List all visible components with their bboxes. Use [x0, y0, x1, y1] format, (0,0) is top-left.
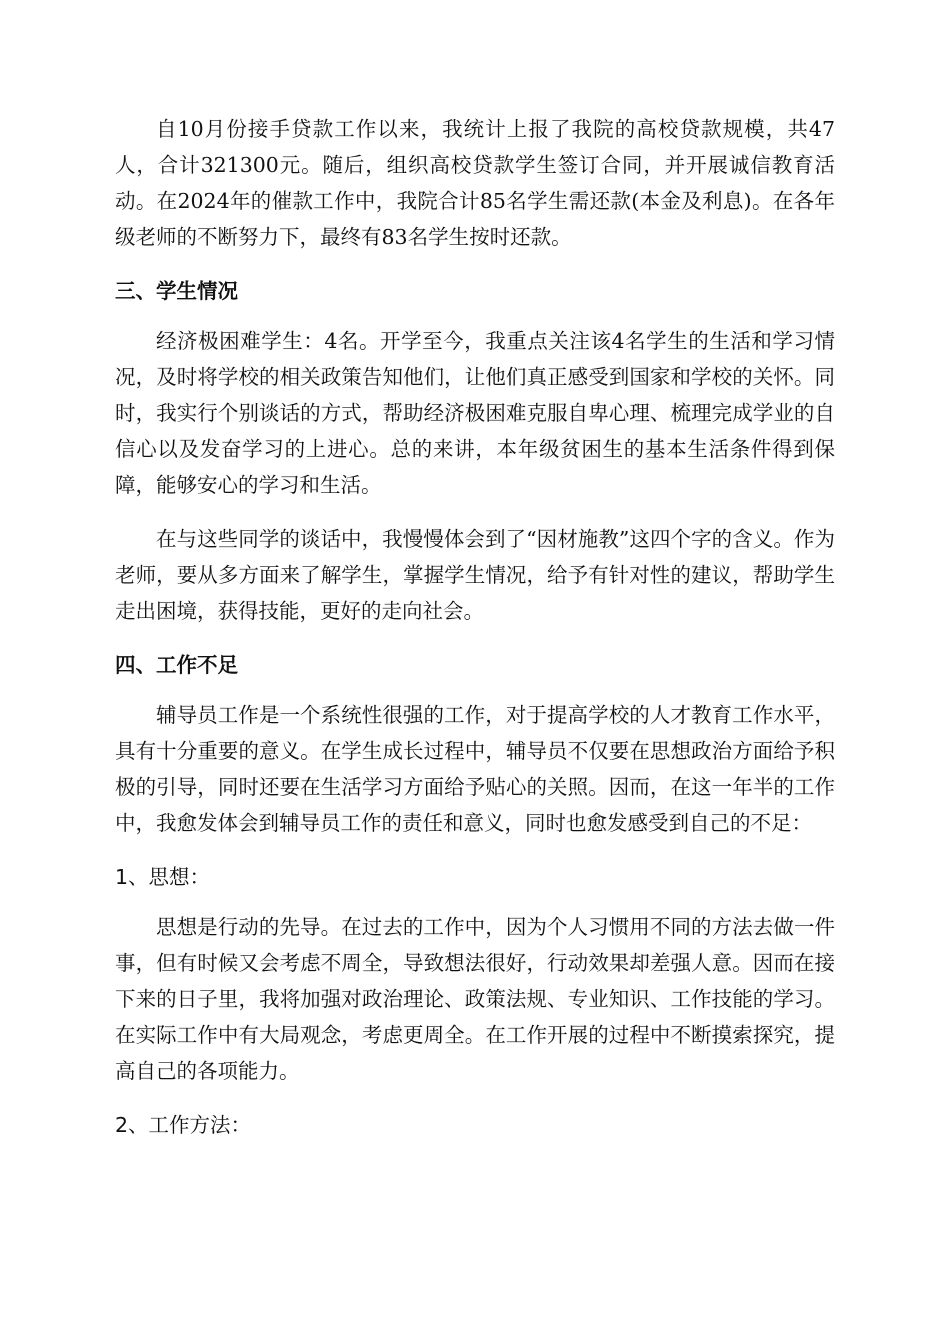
subheading-work-method: 2、工作方法： — [115, 1113, 252, 1137]
paragraph-teaching-reflection: 在与这些同学的谈话中，我慢慢体会到了“因材施教”这四个字的含义。作为老师，要从多方面来了解学生，掌握学生情况，给予有针对性的建议，帮助学生走出困境，获得技能，更好的走向社会。 — [115, 527, 835, 623]
spacer — [115, 1089, 835, 1107]
spacer — [115, 629, 835, 647]
section-heading-shortcomings: 四、工作不足 — [115, 653, 238, 677]
spacer — [115, 683, 835, 697]
section-heading-student-situation: 三、学生情况 — [115, 279, 238, 303]
paragraph-loan-work: 自10月份接手贷款工作以来，我统计上报了我院的高校贷款规模，共47人，合计321300元。随后，组织高校贷款学生签订合同，并开展诚信教育活动。在2024年的催款工作中，我院合计85名学生需还款(本金及利息)。在各年级老师的不断努力下，最终有83名学生按时还款。 — [115, 117, 835, 249]
subheading-thought: 1、思想： — [115, 865, 211, 889]
spacer — [115, 841, 835, 859]
spacer — [115, 255, 835, 273]
document-body — [115, 111, 835, 1143]
spacer — [115, 309, 835, 323]
paragraph-needy-students: 经济极困难学生：4名。开学至今，我重点关注该4名学生的生活和学习情况，及时将学校的相关政策告知他们，让他们真正感受到国家和学校的关怀。同时，我实行个别谈话的方式，帮助经济极困难克服自卑心理、梳理完成学业的自信心以及发奋学习的上进心。总的来讲，本年级贫困生的基本生活条件得到保障，能够安心的学习和生活。 — [115, 329, 835, 497]
paragraph-thought: 思想是行动的先导。在过去的工作中，因为个人习惯用不同的方法去做一件事，但有时候又会考虑不周全，导致想法很好，行动效果却差强人意。因而在接下来的日子里，我将加强对政治理论、政策法规、专业知识、工作技能的学习。在实际工作中有大局观念，考虑更周全。在工作开展的过程中不断摸索探究，提高自己的各项能力。 — [115, 915, 835, 1083]
spacer — [115, 895, 835, 909]
spacer — [115, 503, 835, 521]
paragraph-counselor-work: 辅导员工作是一个系统性很强的工作，对于提高学校的人才教育工作水平，具有十分重要的意义。在学生成长过程中，辅导员不仅要在思想政治方面给予积极的引导，同时还要在生活学习方面给予贴心的关照。因而，在这一年半的工作中，我愈发体会到辅导员工作的责任和意义，同时也愈发感受到自己的不足： — [115, 703, 835, 835]
